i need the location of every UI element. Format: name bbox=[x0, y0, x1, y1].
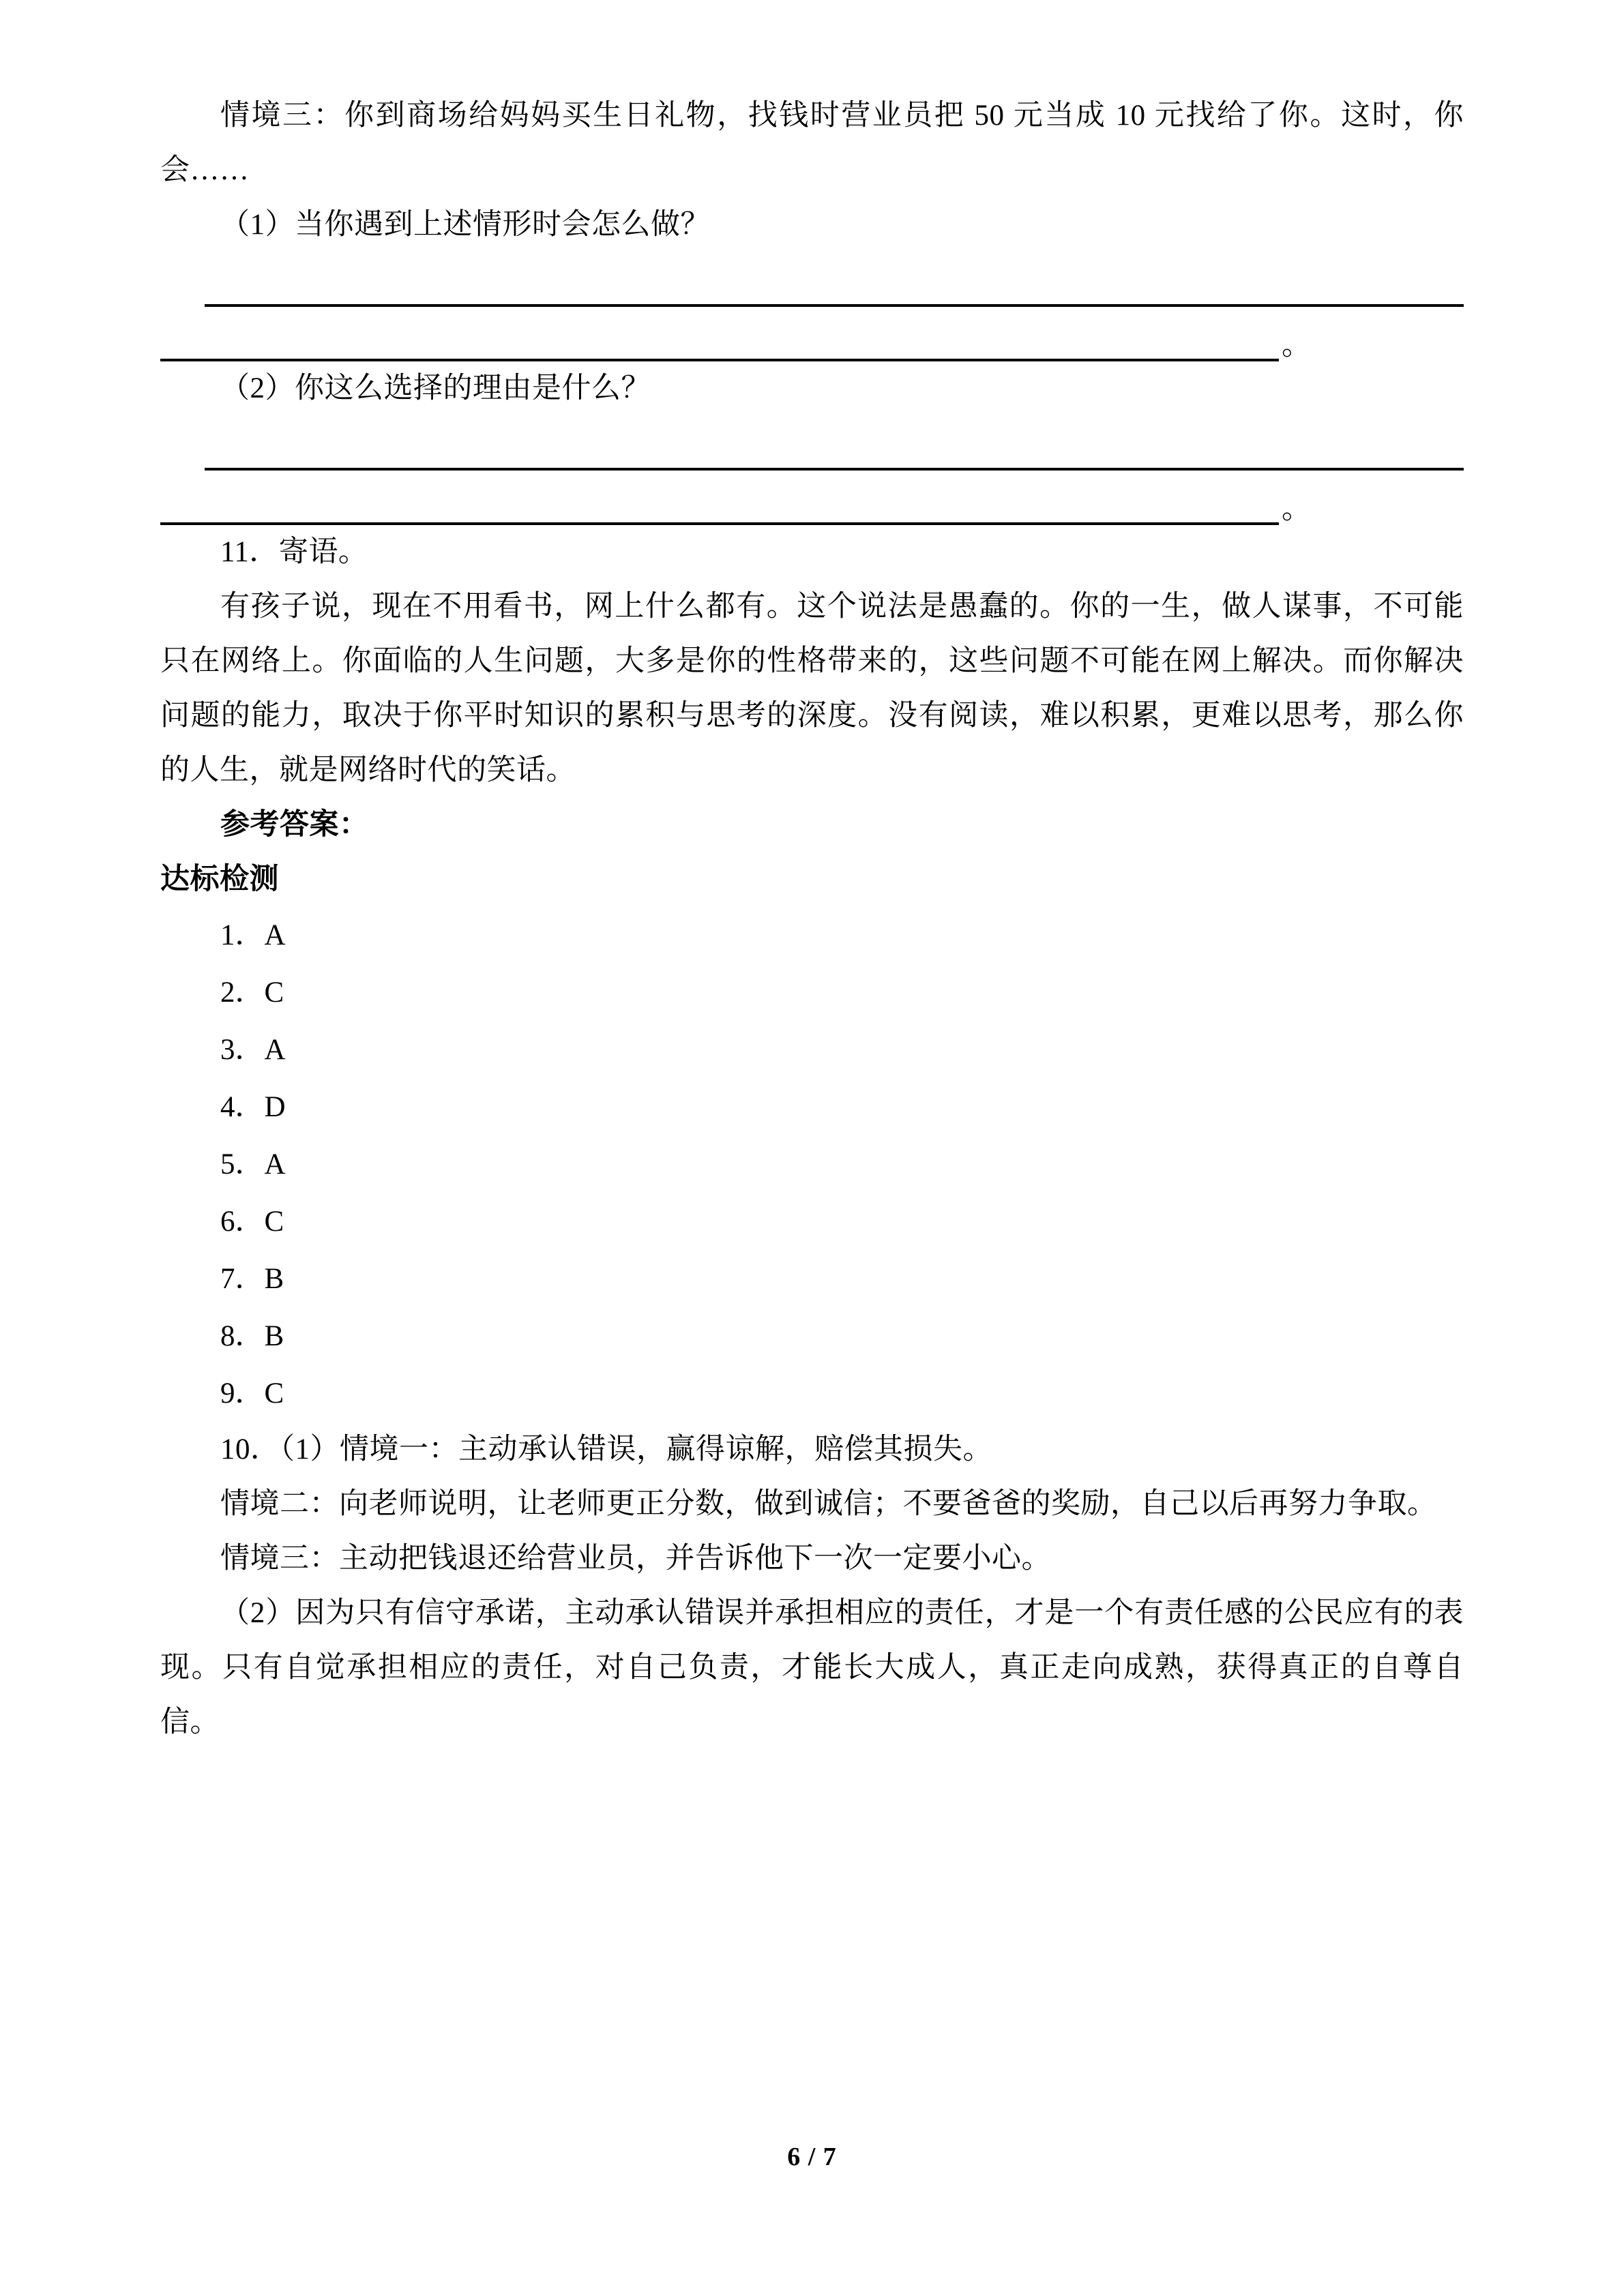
list-item: 1．A bbox=[220, 919, 286, 951]
list-item: 7．B bbox=[220, 1263, 284, 1295]
blank-end-period: 。 bbox=[1282, 493, 1311, 525]
choice-answer-list bbox=[160, 907, 1464, 1422]
list-item: 2．C bbox=[220, 976, 284, 1009]
answer-blank-line[interactable] bbox=[160, 307, 1464, 361]
answer-key-title: 参考答案： bbox=[220, 809, 369, 841]
list-item: 5．A bbox=[220, 1148, 286, 1180]
item-10-part1-scenario-two: 情境二：向老师说明，让老师更正分数，做到诚信；不要爸爸的奖励，自己以后再努力争取。 bbox=[220, 1488, 1437, 1520]
item-10-part1-scenario-one: 10．（1）情境一：主动承认错误，赢得谅解，赔偿其损失。 bbox=[220, 1433, 992, 1465]
answer-blank-line[interactable] bbox=[160, 416, 1464, 471]
scenario-three-intro: 情境三：你到商场给妈妈买生日礼物，找钱时营业员把 50 元当成 10 元找给了你。这时，你会…… bbox=[160, 100, 1464, 186]
answer-key-section-heading: 达标检测 bbox=[160, 863, 279, 895]
list-item: 9．C bbox=[220, 1377, 284, 1410]
list-item: 4．D bbox=[220, 1091, 286, 1123]
item-11-paragraph: 有孩子说，现在不用看书，网上什么都有。这个说法是愚蠢的。你的一生，做人谋事，不可能只在网络上。你面临的人生问题，大多是你的性格带来的，这些问题不可能在网上解决。而你解决问题的能力，取决于你平时知识的累积与思考的深度。没有阅读，难以积累，更难以思考，那么你的人生，就是网络时代的笑话。 bbox=[160, 591, 1464, 786]
question-2-answer-blank[interactable] bbox=[160, 416, 1464, 525]
item-10-part1-scenario-three: 情境三：主动把钱退还给营业员，并告诉他下一次一定要小心。 bbox=[220, 1542, 1051, 1575]
answer-blank-line[interactable] bbox=[160, 471, 1464, 525]
blank-rule[interactable] bbox=[160, 323, 1279, 361]
blank-rule[interactable] bbox=[160, 487, 1279, 525]
question-1-prompt: （1）当你遇到上述情形时会怎么做？ bbox=[220, 209, 710, 241]
list-item: 6．C bbox=[220, 1206, 284, 1238]
list-item: 3．A bbox=[220, 1034, 286, 1066]
blank-end-period: 。 bbox=[1282, 329, 1311, 361]
blank-rule[interactable] bbox=[205, 269, 1464, 307]
question-1-answer-blank[interactable] bbox=[160, 252, 1464, 361]
answer-blank-line[interactable] bbox=[160, 252, 1464, 307]
item-11-heading: 11．寄语。 bbox=[220, 536, 368, 568]
question-2-prompt: （2）你这么选择的理由是什么？ bbox=[220, 372, 651, 404]
blank-rule[interactable] bbox=[205, 432, 1464, 471]
list-item: 8．B bbox=[220, 1320, 284, 1352]
page-number: 6 / 7 bbox=[787, 2143, 837, 2171]
item-10-part2-explanation: （2）因为只有信守承诺，主动承认错误并承担相应的责任，才是一个有责任感的公民应有的表现。只有自觉承担相应的责任，对自己负责，才能长大成人，真正走向成熟，获得真正的自尊自信。 bbox=[160, 1597, 1464, 1738]
